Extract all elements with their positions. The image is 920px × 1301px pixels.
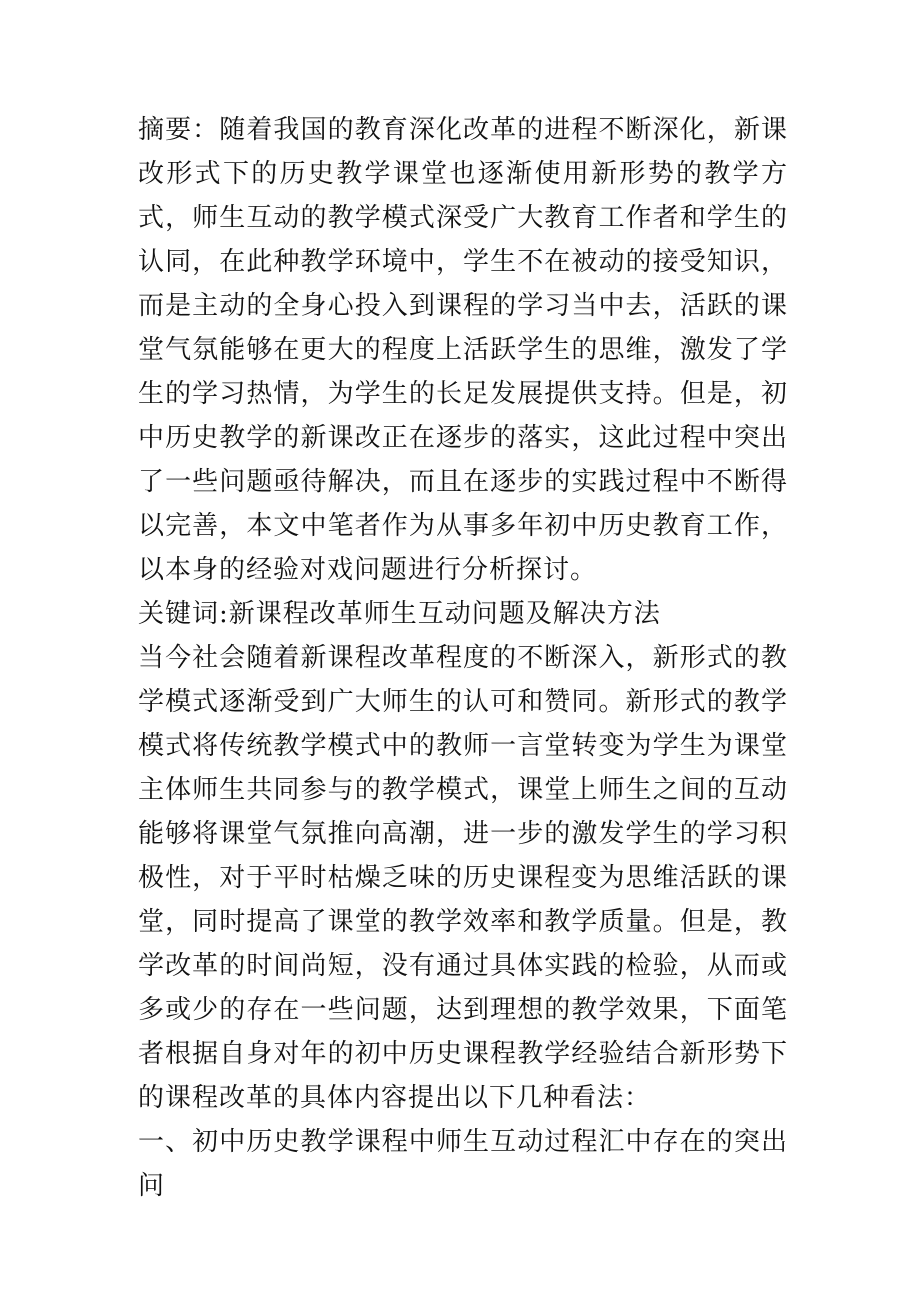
document-body	[138, 108, 788, 1208]
abstract-paragraph: 摘要：随着我国的教育深化改革的进程不断深化，新课改形式下的历史教学课堂也逐渐使用新形势的教学方式，师生互动的教学模式深受广大教育工作者和学生的认同，在此种教学环境中，学生不在被动的接受知识，而是主动的全身心投入到课程的学习当中去，活跃的课堂气氛能够在更大的程度上活跃学生的思维，激发了学生的学习热情，为学生的长足发展提供支持。但是，初中历史教学的新课改正在逐步的落实，这此过程中突出了一些问题亟待解决，而且在逐步的实践过程中不断得以完善，本文中笔者作为从事多年初中历史教育工作，以本身的经验对戏问题进行分析探讨。	[138, 115, 788, 585]
section-heading: 一、初中历史教学课程中师生互动过程汇中存在的突出问	[138, 1127, 788, 1201]
intro-paragraph: 当今社会随着新课程改革程度的不断深入，新形式的教学模式逐渐受到广大师生的认可和赞同。新形式的教学模式将传统教学模式中的教师一言堂转变为学生为课堂主体师生共同参与的教学模式，课堂上师生之间的互动能够将课堂气氛推向高潮，进一步的激发学生的学习积极性，对于平时枯燥乏味的历史课程变为思维活跃的课堂，同时提高了课堂的教学效率和教学质量。但是，教学改革的时间尚短，没有通过具体实践的检验，从而或多或少的存在一些问题，达到理想的教学效果，下面笔者根据自身对年的初中历史课程教学经验结合新形势下的课程改革的具体内容提出以下几种看法：	[138, 643, 788, 1113]
keywords-line: 关键词:新课程改革师生互动问题及解决方法	[138, 599, 661, 629]
